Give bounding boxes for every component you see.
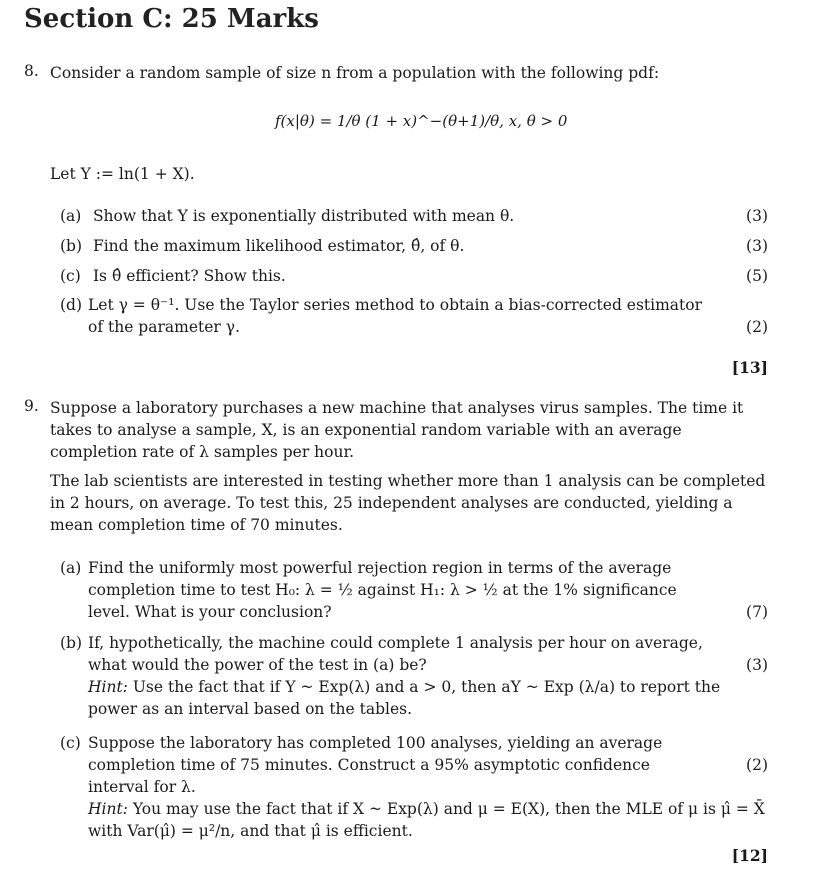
hint-label: Hint: — [88, 678, 128, 696]
hint-text: You may use the fact that if X ~ Exp(λ) and μ = E(X), then the MLE of μ is μ̂ = X̄ with Var(μ̂) = μ²/n, and that μ̂ is efficient. — [88, 800, 765, 840]
pdf-formula: f(x|θ) = 1/θ (1 + x)^−(θ+1)/θ, x, θ > 0 — [275, 112, 568, 130]
part-text: Find the maximum likelihood estimator, θ̂, of θ. — [92, 237, 465, 255]
hint-label: Hint: — [88, 800, 128, 818]
part-marks: (2) — [746, 318, 768, 336]
question-8-intro: Consider a random sample of size n from a population with the following pdf: — [50, 64, 660, 82]
part-label: (c) — [60, 267, 81, 285]
question-8-part-a — [60, 205, 768, 227]
part-text: Find the uniformly most powerful rejection region in terms of the average completion time to test H₀: λ = ½ against H₁: λ > ½ at the 1% significance level. What is your conclusion? — [88, 559, 677, 621]
question-9-para2: The lab scientists are interested in testing whether more than 1 analysis can be completed in 2 hours, on average. To test this, 25 independent analyses are conducted, yielding a mean completion time of 70 minutes. — [50, 472, 766, 534]
hint-text: Use the fact that if Y ~ Exp(λ) and a > 0, then aY ~ Exp (λ/a) to report the power as an interval based on the tables. — [88, 678, 721, 718]
part-label: (c) — [60, 734, 81, 752]
part-text: Let γ = θ⁻¹. Use the Taylor series method to obtain a bias-corrected estimator of the parameter γ. — [88, 296, 703, 336]
question-9-part-c — [60, 732, 768, 842]
part-label: (a) — [60, 207, 82, 225]
question-9-part-b — [60, 632, 768, 720]
part-marks: (3) — [746, 207, 768, 225]
part-text: Suppose the laboratory has completed 100 analyses, yielding an average completion time of 75 minutes. Construct a 95% asymptotic confidence interval for λ. — [88, 734, 663, 796]
question-9-number: 9. — [24, 397, 39, 415]
part-label: (b) — [60, 634, 83, 652]
part-label: (d) — [60, 296, 83, 314]
part-marks: (3) — [746, 237, 768, 255]
question-8-let: Let Y := ln(1 + X). — [50, 165, 195, 183]
question-8-total: [13] — [731, 358, 768, 377]
part-marks: (7) — [746, 603, 768, 621]
part-text: Show that Y is exponentially distributed with mean θ. — [92, 207, 515, 225]
section-title: Section C: 25 Marks — [24, 4, 319, 34]
part-label: (a) — [60, 559, 82, 577]
question-9-intro: Suppose a laboratory purchases a new machine that analyses virus samples. The time it takes to analyse a sample, X, is an exponential random variable with an average completion rate of λ samples per hour. — [50, 399, 744, 461]
part-marks: (2) — [746, 756, 768, 774]
part-marks: (3) — [746, 656, 768, 674]
part-text: Is θ̂ efficient? Show this. — [92, 267, 286, 285]
question-8-part-d — [60, 294, 768, 338]
part-text: If, hypothetically, the machine could complete 1 analysis per hour on average, what would the power of the test in (a) be? — [88, 634, 703, 674]
question-9-part-a — [60, 557, 768, 623]
part-label: (b) — [60, 237, 83, 255]
question-8-number: 8. — [24, 62, 39, 80]
question-8-part-c — [60, 265, 768, 287]
question-8-part-b — [60, 235, 768, 257]
part-marks: (5) — [746, 267, 768, 285]
question-9-total: [12] — [731, 846, 768, 865]
